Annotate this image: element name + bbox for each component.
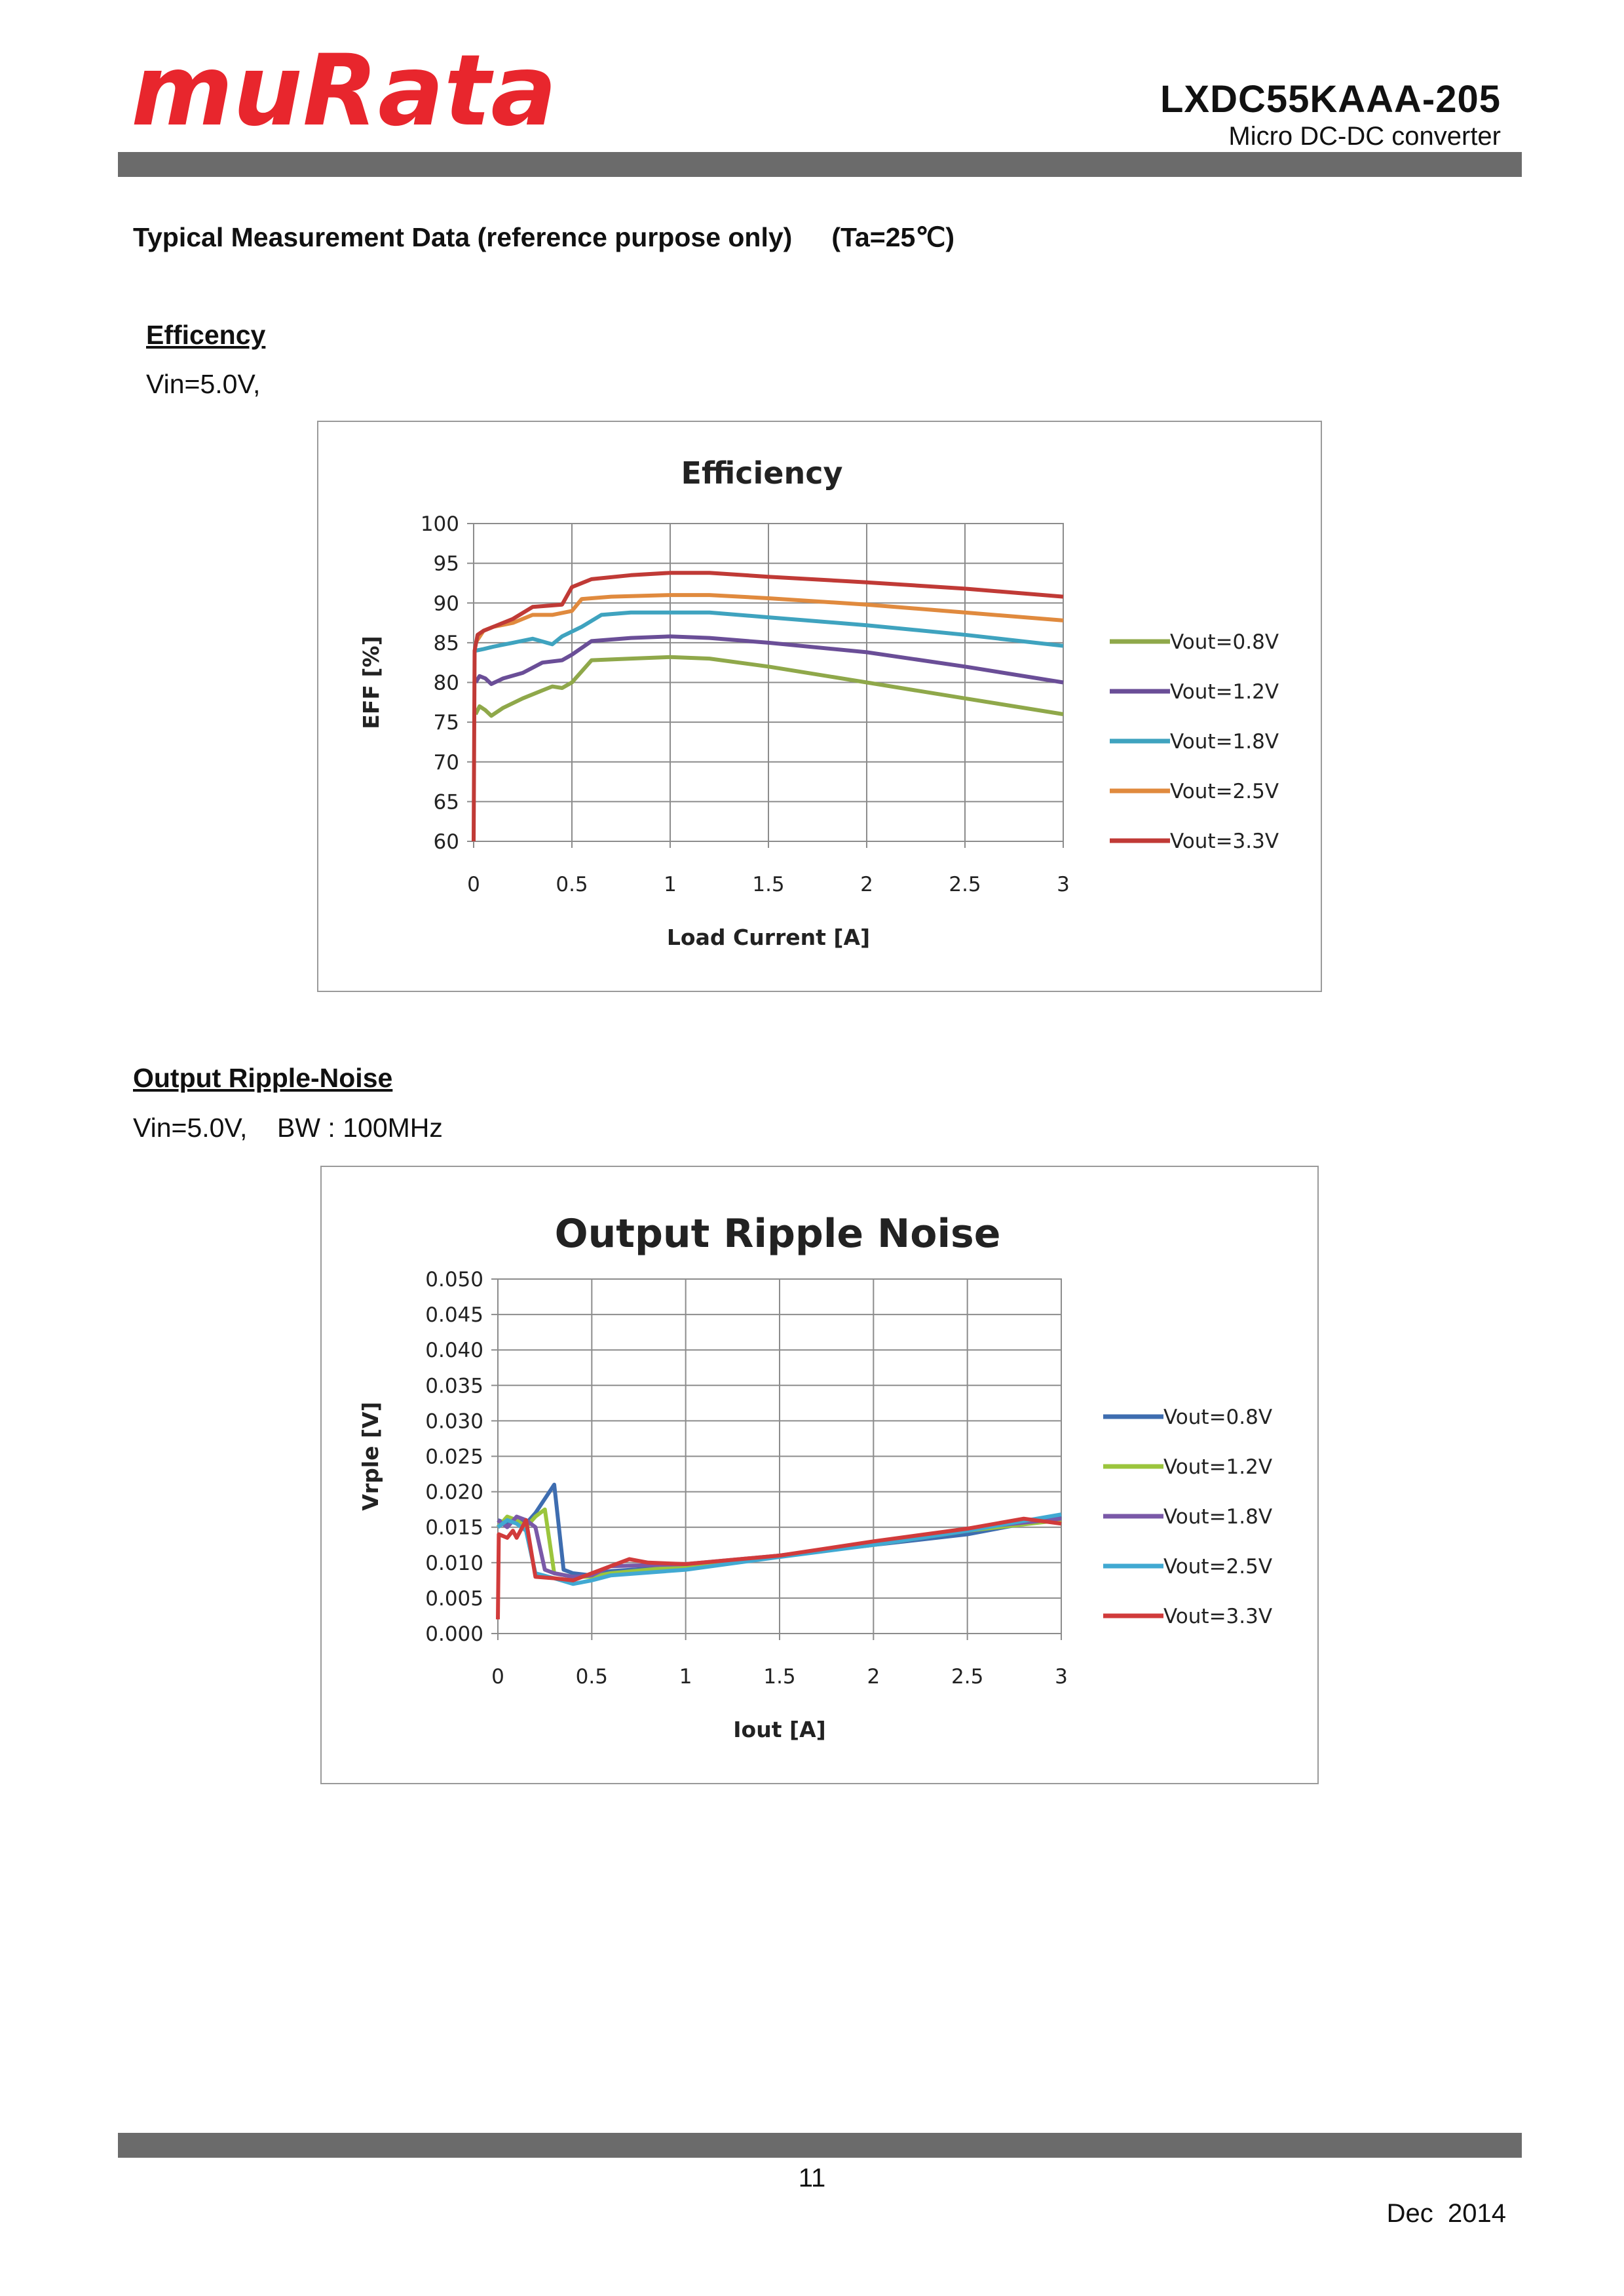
- y-tick-label: 0.005: [425, 1586, 483, 1611]
- ripple-section-title: Output Ripple-Noise: [133, 1063, 393, 1093]
- legend-label: Vout=1.2V: [1170, 680, 1279, 704]
- heading-condition: (Ta=25℃): [831, 222, 955, 252]
- heading-title: Typical Measurement Data (reference purpose only): [133, 222, 793, 252]
- x-tick-label: 2.5: [951, 1665, 984, 1689]
- y-tick-label: 65: [433, 790, 459, 814]
- chart-title: Output Ripple Noise: [554, 1211, 1001, 1257]
- page-number: 11: [798, 2164, 826, 2192]
- header-divider: [118, 152, 1522, 177]
- x-tick-label: 1: [664, 873, 677, 896]
- y-tick-label: 0.035: [425, 1374, 483, 1398]
- efficiency-chart: [318, 422, 1321, 991]
- x-tick-label: 1: [679, 1665, 692, 1689]
- legend-label: Vout=1.8V: [1163, 1505, 1273, 1529]
- x-tick-label: 0.5: [556, 873, 588, 896]
- y-axis-label: Vrple [V]: [358, 1402, 383, 1511]
- ripple-conditions: Vin=5.0V, BW : 100MHz: [133, 1113, 443, 1143]
- document-date: Dec 2014: [1386, 2199, 1506, 2228]
- y-tick-label: 75: [433, 711, 459, 735]
- x-tick-label: 2.5: [949, 873, 981, 896]
- legend-label: Vout=0.8V: [1163, 1406, 1273, 1429]
- x-axis-label: Load Current [A]: [666, 925, 871, 950]
- page-heading: [133, 221, 954, 253]
- murata-logo: [131, 26, 563, 141]
- legend-label: Vout=1.2V: [1163, 1455, 1273, 1479]
- y-tick-label: 0.020: [425, 1480, 483, 1504]
- y-axis-label: EFF [%]: [358, 636, 384, 729]
- y-tick-label: 90: [433, 592, 459, 616]
- legend-label: Vout=1.8V: [1170, 730, 1279, 754]
- y-tick-label: 70: [433, 750, 459, 775]
- legend-label: Vout=3.3V: [1170, 830, 1279, 853]
- efficiency-conditions: Vin=5.0V,: [146, 369, 261, 399]
- x-tick-label: 0: [491, 1665, 504, 1689]
- y-tick-label: 0.000: [425, 1622, 483, 1646]
- x-tick-label: 0: [467, 873, 480, 896]
- x-tick-label: 2: [860, 873, 873, 896]
- y-tick-label: 80: [433, 671, 459, 695]
- x-tick-label: 3: [1055, 1665, 1068, 1689]
- x-tick-label: 1.5: [763, 1665, 796, 1689]
- x-tick-label: 0.5: [575, 1665, 608, 1689]
- x-tick-label: 1.5: [752, 873, 785, 896]
- footer-divider: [118, 2133, 1522, 2158]
- legend-label: Vout=3.3V: [1163, 1605, 1273, 1628]
- y-tick-label: 100: [420, 512, 459, 536]
- model-number: LXDC55KAAA-205: [1160, 78, 1501, 121]
- efficiency-section-title: Efficency: [146, 320, 266, 350]
- y-tick-label: 0.050: [425, 1268, 483, 1292]
- y-tick-label: 0.025: [425, 1445, 483, 1469]
- logo-text: muRata: [131, 34, 557, 141]
- ripple-chart: [322, 1167, 1317, 1783]
- y-tick-label: 85: [433, 631, 459, 655]
- chart-title: Efficiency: [681, 455, 843, 491]
- y-tick-label: 0.040: [425, 1339, 483, 1363]
- y-tick-label: 0.045: [425, 1303, 483, 1328]
- x-axis-label: Iout [A]: [733, 1717, 826, 1742]
- y-tick-label: 0.010: [425, 1551, 483, 1575]
- x-tick-label: 2: [867, 1665, 880, 1689]
- ripple-chart-box: [320, 1166, 1319, 1784]
- y-tick-label: 0.015: [425, 1516, 483, 1540]
- legend-label: Vout=2.5V: [1163, 1555, 1273, 1578]
- y-tick-label: 60: [433, 830, 459, 854]
- legend-label: Vout=2.5V: [1170, 780, 1279, 803]
- product-subtitle: Micro DC-DC converter: [1228, 122, 1501, 151]
- y-tick-label: 95: [433, 552, 459, 576]
- x-tick-label: 3: [1057, 873, 1070, 896]
- legend-label: Vout=0.8V: [1170, 630, 1279, 654]
- y-tick-label: 0.030: [425, 1409, 483, 1434]
- efficiency-chart-box: [317, 421, 1322, 992]
